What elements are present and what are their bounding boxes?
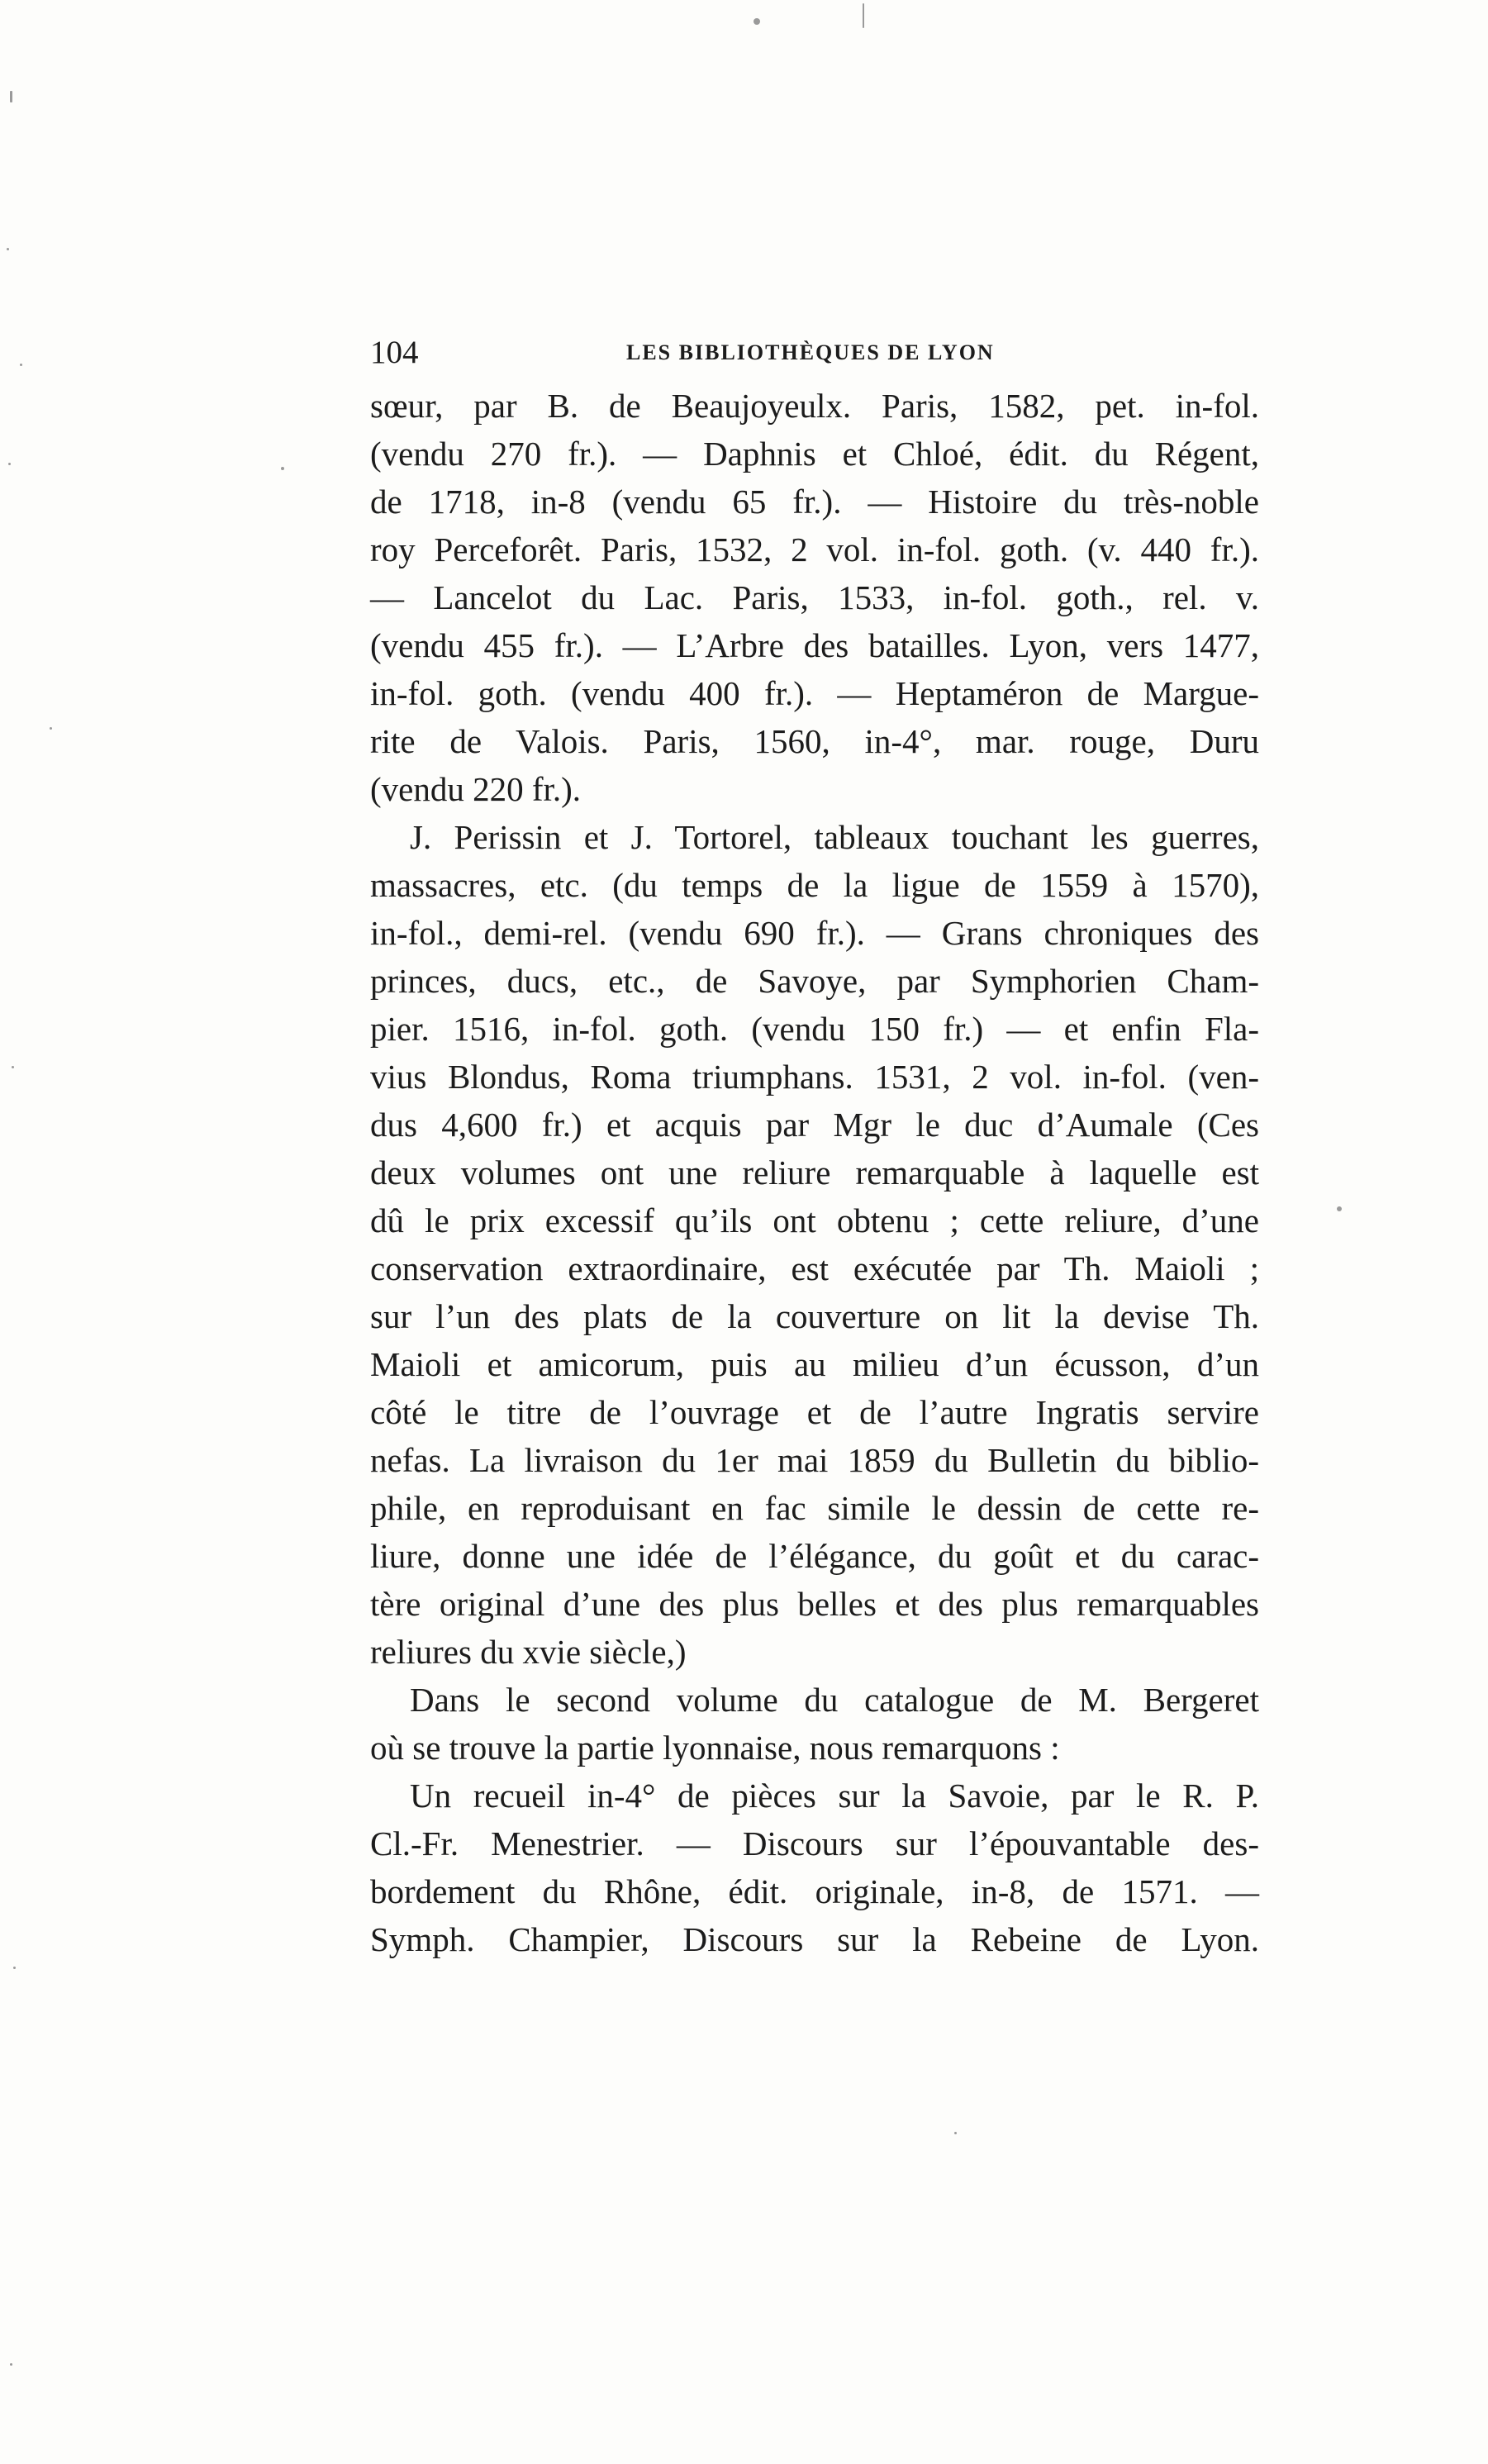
text-line: Dans le second volume du catalogue de M. Bergeret [410,1681,1259,1719]
text-line: liure, donne une idée de l’élégance, du goût et du carac- [370,1537,1259,1575]
text-line: Cl.-Fr. Menestrier. — Discours sur l’épouvantable des- [370,1824,1259,1862]
text-line: vius Blondus, Roma triumphans. 1531, 2 vol. in-fol. (ven- [370,1058,1259,1096]
body-text [370,382,1259,1963]
text-line: rite de Valois. Paris, 1560, in-4°, mar. rouge, Duru [370,722,1259,760]
text-line: princes, ducs, etc., de Savoye, par Symphorien Cham- [370,962,1259,1000]
text-line: sur l’un des plats de la couverture on lit la devise Th. [370,1297,1259,1335]
text-line: phile, en reproduisant en fac simile le dessin de cette re- [370,1489,1259,1527]
paragraph [370,1676,1259,1772]
text-line: où se trouve la partie lyonnaise, nous remarquons : [370,1729,1060,1767]
text-line: tère original d’une des plus belles et des plus remarquables [370,1585,1259,1623]
speck [7,248,9,250]
speck [10,2363,12,2366]
text-line: in-fol., demi-rel. (vendu 690 fr.). — Grans chroniques des [370,914,1259,952]
text-line: deux volumes ont une reliure remarquable à laquelle est [370,1154,1259,1192]
text-line: Symph. Champier, Discours sur la Rebeine de Lyon. [370,1920,1259,1958]
speck [8,463,11,465]
text-line: in-fol. goth. (vendu 400 fr.). — Heptaméron de Margue- [370,674,1259,712]
text-line: bordement du Rhône, édit. originale, in-8, de 1571. — [370,1872,1259,1910]
text-line: Maioli et amicorum, puis au milieu d’un écusson, d’un [370,1345,1259,1383]
page-number: 104 [370,335,419,370]
speck [754,18,760,25]
text-line: sœur, par B. de Beaujoyeulx. Paris, 1582, pet. in-fol. [370,387,1259,425]
text-line: (vendu 270 fr.). — Daphnis et Chloé, édit. du Régent, [370,435,1259,473]
text-line: massacres, etc. (du temps de la ligue de 1559 à 1570), [370,866,1259,904]
text-line: pier. 1516, in-fol. goth. (vendu 150 fr.) — et enfin Fla- [370,1010,1259,1048]
text-line: dû le prix excessif qu’ils ont obtenu ; cette reliure, d’une [370,1201,1259,1239]
speck [1337,1206,1342,1211]
paragraph [370,1772,1259,1963]
speck [12,1066,14,1068]
speck [954,2132,957,2134]
speck [863,3,864,28]
text-line: de 1718, in-8 (vendu 65 fr.). — Histoire du très-noble [370,483,1259,521]
text-line: Un recueil in-4° de pièces sur la Savoie, par le R. P. [410,1777,1259,1815]
speck [10,91,12,102]
paragraph [370,813,1259,1676]
text-line: J. Perissin et J. Tortorel, tableaux touchant les guerres, [410,818,1259,856]
text-line: — Lancelot du Lac. Paris, 1533, in-fol. goth., rel. v. [370,578,1259,616]
text-line: (vendu 455 fr.). — L’Arbre des batailles. Lyon, vers 1477, [370,626,1259,664]
speck [50,727,52,730]
page-header [370,334,1259,373]
text-line: reliures du xvie siècle,) [370,1633,687,1671]
speck [281,467,284,470]
running-head: LES BIBLIOTHÈQUES DE LYON [626,340,995,364]
text-line: conservation extraordinaire, est exécutée par Th. Maioli ; [370,1249,1259,1287]
text-line: nefas. La livraison du 1er mai 1859 du Bulletin du biblio- [370,1441,1259,1479]
paragraph [370,382,1259,813]
text-line: dus 4,600 fr.) et acquis par Mgr le duc d’Aumale (Ces [370,1106,1259,1144]
speck [20,364,22,366]
text-line: roy Perceforêt. Paris, 1532, 2 vol. in-fol. goth. (v. 440 fr.). [370,530,1259,568]
text-line: côté le titre de l’ouvrage et de l’autre Ingratis servire [370,1393,1259,1431]
text-line: (vendu 220 fr.). [370,770,582,808]
speck [13,1967,16,1969]
